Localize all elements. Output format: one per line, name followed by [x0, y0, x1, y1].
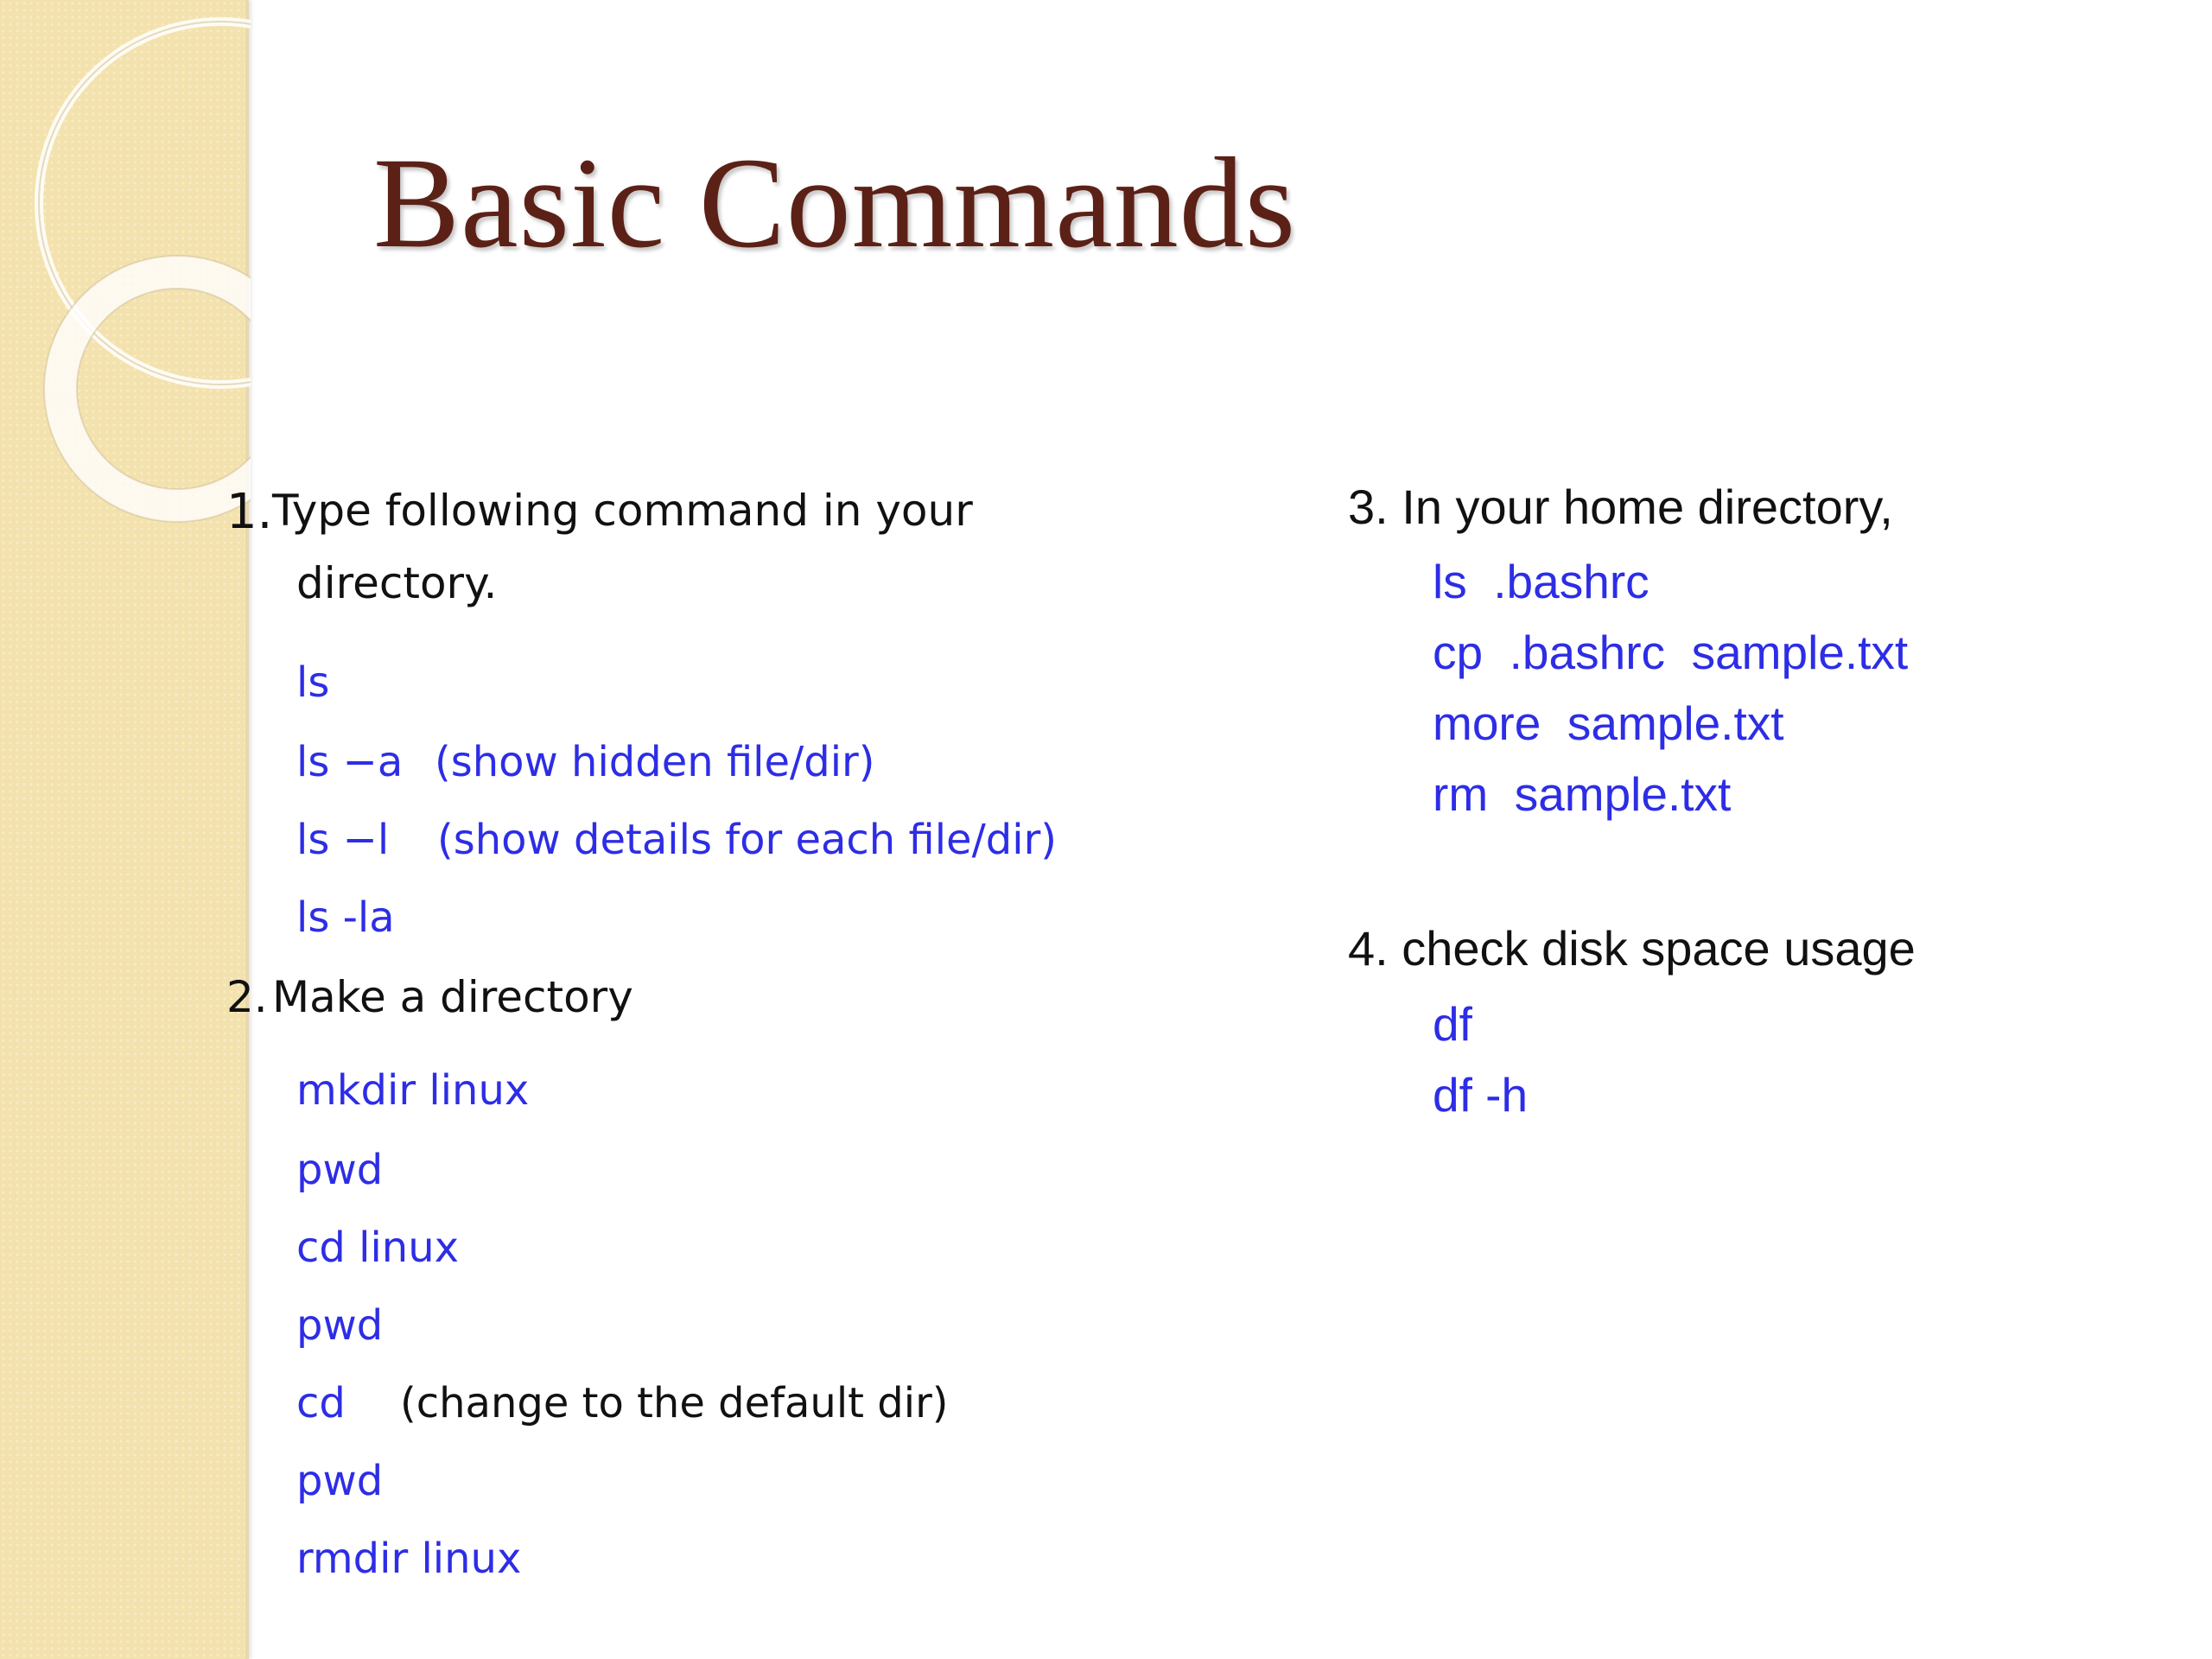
command-line [296, 1457, 383, 1505]
command-line [296, 738, 875, 786]
command-note: (show details for each file/dir) [437, 816, 1058, 864]
command-line [296, 1224, 459, 1272]
command-text: ls [296, 658, 330, 707]
command-line [296, 658, 329, 707]
command-text: cd linux [296, 1224, 460, 1272]
command-text: pwd [296, 1457, 384, 1505]
command-note: (change to the default dir) [400, 1379, 949, 1427]
decorative-rings [0, 0, 251, 553]
command-line: more sample.txt [1433, 696, 1784, 750]
command-text: cd [296, 1379, 346, 1427]
command-line [296, 816, 1058, 864]
command-text: ls −a [296, 738, 404, 786]
command-note: (show hidden file/dir) [435, 738, 875, 786]
command-line: rm sample.txt [1433, 767, 1732, 821]
command-line [296, 893, 395, 942]
section-4-heading: 4. check disk space usage [1348, 921, 1916, 976]
command-line: df [1433, 997, 1472, 1051]
section-2-number: 2. [226, 972, 268, 1022]
section-1-number: 1. [226, 484, 273, 540]
command-line [296, 1146, 383, 1194]
command-line [296, 1535, 521, 1583]
slide-title: Basic Commands [373, 131, 1297, 275]
command-text: rmdir linux [296, 1535, 522, 1583]
command-text: pwd [296, 1146, 384, 1194]
command-text: ls −l [296, 816, 390, 864]
section-1-heading-cont: directory. [296, 558, 498, 608]
command-text: pwd [296, 1301, 384, 1350]
command-text: mkdir linux [296, 1066, 530, 1115]
section-1-heading: Type following command in your [272, 486, 973, 536]
command-line: df -h [1433, 1068, 1529, 1122]
section-3-heading: 3. In your home directory, [1348, 480, 1893, 534]
section-2-heading: Make a directory [272, 972, 633, 1022]
command-line [296, 1301, 383, 1350]
command-line [296, 1379, 949, 1427]
command-line [296, 1066, 529, 1115]
command-line: cp .bashrc sample.txt [1433, 626, 1909, 679]
command-line: ls .bashrc [1433, 555, 1649, 608]
command-text: ls -la [296, 893, 395, 942]
